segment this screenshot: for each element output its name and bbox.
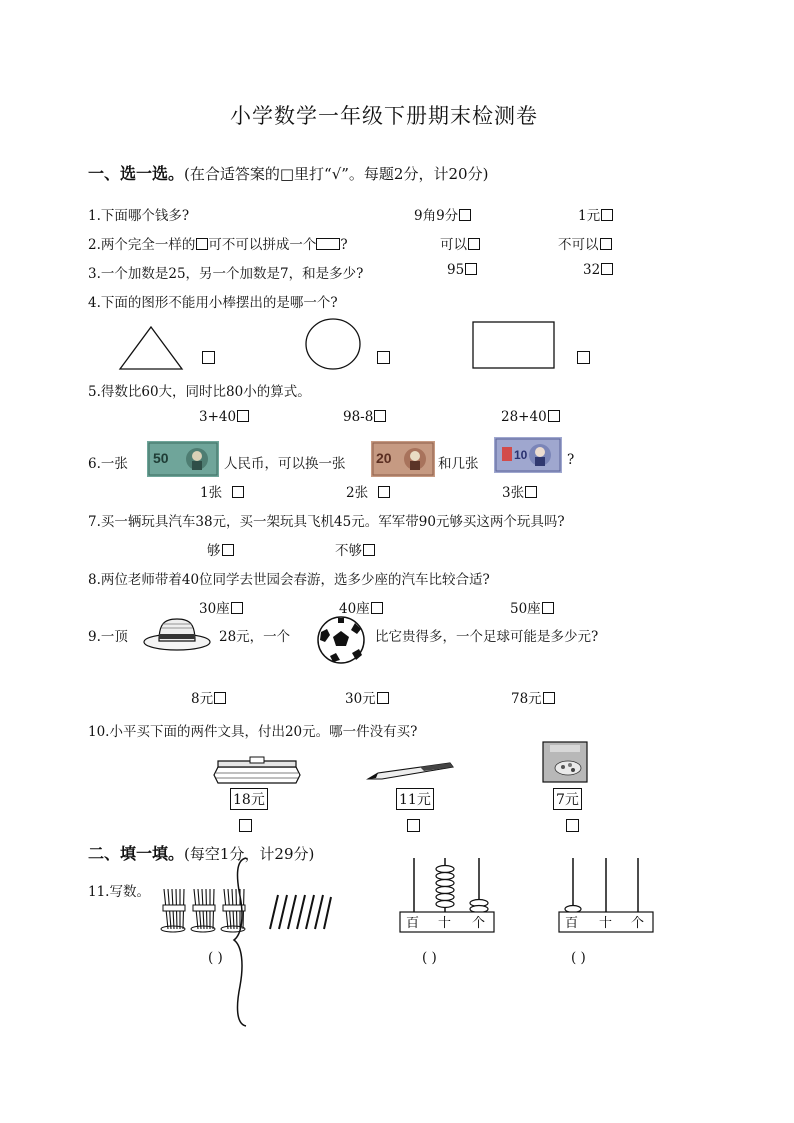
q9-option-b-checkbox[interactable]: [377, 692, 389, 704]
q6-option-b[interactable]: [346, 481, 390, 501]
q1-option-b-label: 1元: [578, 208, 601, 224]
pen-icon: [366, 761, 456, 783]
rectangle-shape-icon: [316, 238, 340, 250]
q5-option-b-checkbox[interactable]: [374, 410, 386, 422]
banknote-10-icon: [494, 437, 562, 473]
q6-option-c-label: 3张: [502, 485, 525, 501]
pencil-case-icon: [212, 753, 302, 785]
q9-option-a-label: 8元: [191, 691, 214, 707]
q2-option-a-label: 可以: [440, 237, 467, 253]
banknote-10-value: 10: [514, 448, 528, 462]
q6-option-b-label: 2张: [346, 485, 369, 501]
q9-option-c-label: 78元: [511, 691, 542, 707]
q6-option-c-checkbox[interactable]: [525, 486, 537, 498]
q2-option-b-checkbox[interactable]: [600, 238, 612, 250]
q7-option-b-checkbox[interactable]: [363, 544, 375, 556]
abacus-1-icon: [397, 854, 497, 934]
banknote-20-icon: [371, 441, 435, 477]
q8-option-b-label: 40座: [339, 601, 370, 617]
abacus-2-label-hundreds: 百: [565, 916, 579, 931]
q8-option-c-checkbox[interactable]: [542, 602, 554, 614]
section-1-heading: [88, 161, 488, 184]
q9-option-c-checkbox[interactable]: [543, 692, 555, 704]
q7-option-b-label: 不够: [335, 543, 362, 559]
question-2: [88, 233, 348, 253]
q1-option-a-checkbox[interactable]: [459, 209, 471, 221]
q7-option-a-checkbox[interactable]: [222, 544, 234, 556]
soccer-ball-icon: [316, 615, 366, 665]
q3-option-b-checkbox[interactable]: [601, 263, 613, 275]
q3-option-a[interactable]: [447, 262, 477, 278]
q2-option-b[interactable]: [558, 233, 612, 253]
single-sticks-icon: [266, 893, 332, 933]
q9-text-a: 9.一顶: [88, 629, 128, 645]
q6-option-a-checkbox[interactable]: [232, 486, 244, 498]
q6-option-a[interactable]: [200, 481, 244, 501]
q4-option-a-checkbox[interactable]: [202, 351, 215, 364]
q5-option-a-checkbox[interactable]: [237, 410, 249, 422]
square-shape-icon: [196, 238, 208, 250]
banknote-50-icon: [147, 441, 219, 477]
q3-option-b[interactable]: [583, 262, 613, 278]
q2-option-a[interactable]: [440, 233, 480, 253]
question-7: 7.买一辆玩具汽车38元，买一架玩具飞机45元。军军带90元够买这两个玩具吗?: [88, 514, 565, 530]
q1-option-b-checkbox[interactable]: [601, 209, 613, 221]
q9-option-c[interactable]: [511, 687, 555, 707]
q8-option-c[interactable]: [510, 597, 554, 617]
hat-icon: [142, 614, 212, 654]
q5-option-a-label: 3+40: [199, 409, 237, 425]
q3-option-a-label: 95: [447, 262, 465, 278]
q3-option-a-checkbox[interactable]: [465, 263, 477, 275]
q2-text-a: 2.两个完全一样的: [88, 237, 196, 253]
q6-text-d: ?: [567, 452, 575, 468]
abacus-1-label-hundreds: 百: [406, 916, 420, 931]
price-tag-18: 18元: [230, 788, 268, 810]
q2-text-b: 可不可以拼成一个: [208, 237, 317, 253]
question-5: 5.得数比60大，同时比80小的算式。: [88, 384, 311, 400]
q6-option-c[interactable]: [502, 481, 537, 501]
q9-option-a-checkbox[interactable]: [214, 692, 226, 704]
q6-text-a: 6.一张: [88, 456, 128, 472]
q9-option-b[interactable]: [345, 687, 389, 707]
abacus-1-label-tens: 十: [438, 916, 452, 931]
q6-option-b-checkbox[interactable]: [378, 486, 390, 498]
question-3: 3.一个加数是25，另一个加数是7，和是多少?: [88, 266, 364, 282]
q5-option-c-label: 28+40: [501, 409, 547, 425]
section-2-title: 二、填一填。: [88, 844, 185, 863]
page-title: 小学数学一年级下册期末检测卷: [230, 104, 538, 128]
q1-option-a-label: 9角9分: [414, 208, 459, 224]
q6-text-c: 和几张: [438, 456, 479, 472]
q4-option-b-checkbox[interactable]: [377, 351, 390, 364]
q4-option-c-checkbox[interactable]: [577, 351, 590, 364]
q5-option-b-label: 98-8: [343, 409, 374, 425]
q2-option-b-label: 不可以: [558, 237, 599, 253]
brace-icon: [232, 856, 254, 1028]
question-11: 11.写数。: [88, 884, 150, 900]
section-1-title: 一、选一选。: [88, 164, 185, 183]
q6-option-a-label: 1张: [200, 485, 223, 501]
answer-blank-1[interactable]: ( ): [208, 950, 223, 966]
q3-option-b-label: 32: [583, 262, 601, 278]
q5-option-a[interactable]: [199, 409, 249, 425]
q10-option-c-checkbox[interactable]: [566, 819, 579, 832]
abacus-2-icon: [556, 854, 656, 934]
q7-option-b[interactable]: [335, 539, 375, 559]
q8-option-a-checkbox[interactable]: [231, 602, 243, 614]
q9-option-b-label: 30元: [345, 691, 376, 707]
section-1-note: (在合适答案的□里打“√”。每题2分，计20分): [184, 165, 489, 183]
price-tag-7: 7元: [553, 788, 582, 810]
q8-option-a-label: 30座: [199, 601, 230, 617]
abacus-1-label-ones: 个: [472, 916, 486, 931]
banknote-20-value: 20: [376, 450, 392, 466]
question-1: 1.下面哪个钱多?: [88, 208, 190, 224]
q2-option-a-checkbox[interactable]: [468, 238, 480, 250]
q9-option-a[interactable]: [191, 687, 226, 707]
q9-text-b: 28元，一个: [219, 629, 291, 645]
banknote-50-value: 50: [153, 450, 169, 466]
q8-option-b-checkbox[interactable]: [371, 602, 383, 614]
q6-text-b: 人民币，可以换一张: [224, 456, 346, 472]
question-10: 10.小平买下面的两件文具，付出20元。哪一件没有买?: [88, 724, 418, 740]
abacus-2-label-ones: 个: [631, 916, 645, 931]
circle-shape-icon: [304, 317, 362, 371]
section-2-note: (每空1分，计29分): [184, 845, 315, 863]
q7-option-a-label: 够: [207, 543, 221, 559]
q8-option-c-label: 50座: [510, 601, 541, 617]
book-icon: [540, 740, 590, 784]
q5-option-c-checkbox[interactable]: [548, 410, 560, 422]
section-2-heading: [88, 841, 314, 864]
answer-blank-3[interactable]: ( ): [571, 950, 586, 966]
q1-option-b[interactable]: [578, 204, 613, 224]
answer-blank-2[interactable]: ( ): [422, 950, 437, 966]
q2-text-c: ?: [340, 237, 348, 253]
question-8: 8.两位老师带着40位同学去世园会春游，选多少座的汽车比较合适?: [88, 572, 490, 588]
q10-option-b-checkbox[interactable]: [407, 819, 420, 832]
question-4: 4.下面的图形不能用小棒摆出的是哪一个?: [88, 295, 338, 311]
q5-option-b[interactable]: [343, 409, 386, 425]
q5-option-c[interactable]: [501, 409, 560, 425]
rectangle-shape-icon: [472, 321, 556, 371]
q1-option-a[interactable]: [414, 204, 471, 224]
q9-text-c: 比它贵得多，一个足球可能是多少元?: [375, 629, 599, 645]
q8-option-b[interactable]: [339, 597, 383, 617]
q7-option-a[interactable]: [207, 539, 234, 559]
q10-option-a-checkbox[interactable]: [239, 819, 252, 832]
price-tag-11: 11元: [396, 788, 434, 810]
triangle-shape-icon: [118, 325, 184, 371]
abacus-2-label-tens: 十: [599, 916, 613, 931]
